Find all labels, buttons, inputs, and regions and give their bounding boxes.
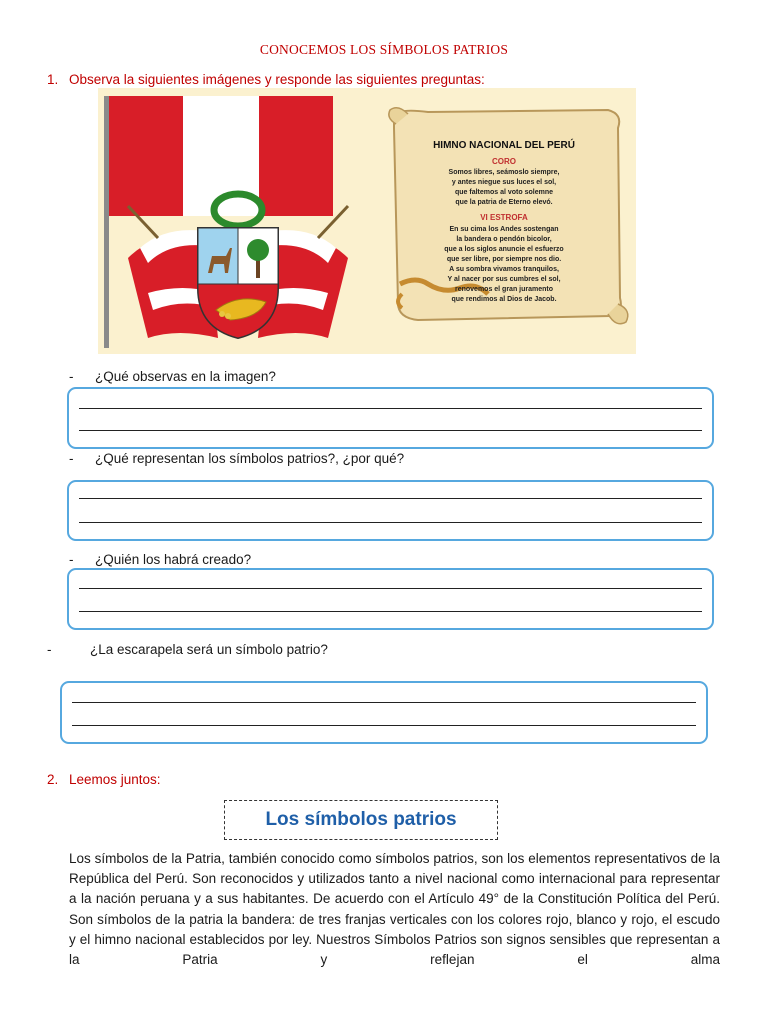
- question-text: ¿La escarapela será un símbolo patrio?: [90, 642, 328, 657]
- question-dash: -: [69, 451, 74, 466]
- answer-line: [79, 588, 702, 589]
- section-2-heading: [47, 772, 161, 787]
- estrofa-line: la bandera o pendón bicolor,: [456, 236, 552, 243]
- section-1-number: 1.: [47, 72, 59, 87]
- question-dash: -: [69, 369, 74, 384]
- answer-line: [72, 702, 696, 703]
- section-2-text: Leemos juntos:: [69, 772, 161, 787]
- patriotic-symbols-figure: [98, 88, 636, 354]
- section-1-text: Observa la siguientes imágenes y responde las siguientes preguntas:: [69, 72, 485, 87]
- coro-line: que la patria de Eterno elevó.: [455, 199, 553, 206]
- estrofa-line: que ser libre, por siempre nos dio.: [446, 256, 562, 263]
- answer-box-4[interactable]: [60, 681, 708, 744]
- answer-line: [72, 725, 696, 726]
- question-3: [69, 552, 251, 567]
- question-dash: -: [47, 642, 52, 657]
- estrofa-line: A su sombra vivamos tranquilos,: [449, 266, 559, 273]
- answer-box-1[interactable]: [67, 387, 714, 449]
- estrofa-line: que a los siglos anuncie el esfuerzo: [444, 246, 564, 253]
- reading-paragraph: Los símbolos de la Patria, también conocido como símbolos patrios, son los elementos representativos de la República del Perú. Son reconocidos y utilizados tanto a nivel nacional como internacional para representar a la nación peruana y a sus habitantes. De acuerdo con el Artículo 49° de la Constitución Política del Perú. Son símbolos de la patria la bandera: de tres franjas verticales con los colores rojo, blanco y rojo, el escudo y el himno nacional establecidos por ley. Nuestros Símbolos Patrios son signos sensibles que representan a la Patria y reflejan el alma: [69, 851, 720, 968]
- coro-title: CORO: [492, 157, 516, 166]
- question-2: [69, 451, 404, 466]
- answer-box-2[interactable]: [67, 480, 714, 541]
- section-1-heading: [47, 72, 485, 87]
- estrofa-title: VI ESTROFA: [480, 213, 528, 222]
- question-text: ¿Qué representan los símbolos patrios?, ¿por qué?: [95, 451, 405, 466]
- answer-line: [79, 430, 702, 431]
- estrofa-line: En su cima los Andes sostengan: [449, 226, 559, 233]
- estrofa-line: que rendimos al Dios de Jacob.: [451, 296, 557, 303]
- estrofa-line: renovemos el gran juramento: [454, 286, 554, 293]
- question-text: ¿Quién los habrá creado?: [95, 552, 252, 567]
- coro-line: y antes niegue sus luces el sol,: [451, 179, 557, 186]
- flag-pole: [104, 96, 109, 348]
- section-2-number: 2.: [47, 772, 59, 787]
- estrofa-line: Y al nacer por sus cumbres el sol,: [447, 276, 561, 283]
- answer-box-3[interactable]: [67, 568, 714, 630]
- reading-title-banner: Los símbolos patrios: [224, 800, 498, 840]
- question-4: [47, 642, 328, 657]
- answer-line: [79, 498, 702, 499]
- page-title: CONOCEMOS LOS SÍMBOLOS PATRIOS: [259, 42, 509, 57]
- hymn-title: HIMNO NACIONAL DEL PERÚ: [433, 140, 575, 151]
- answer-line: [79, 408, 702, 409]
- question-1: [69, 369, 276, 384]
- answer-line: [79, 611, 702, 612]
- question-dash: -: [69, 552, 74, 567]
- answer-line: [79, 522, 702, 523]
- coro-line: Somos libres, seámoslo siempre,: [448, 169, 560, 176]
- coro-line: que faltemos al voto solemne: [454, 189, 554, 196]
- question-text: ¿Qué observas en la imagen?: [95, 369, 276, 384]
